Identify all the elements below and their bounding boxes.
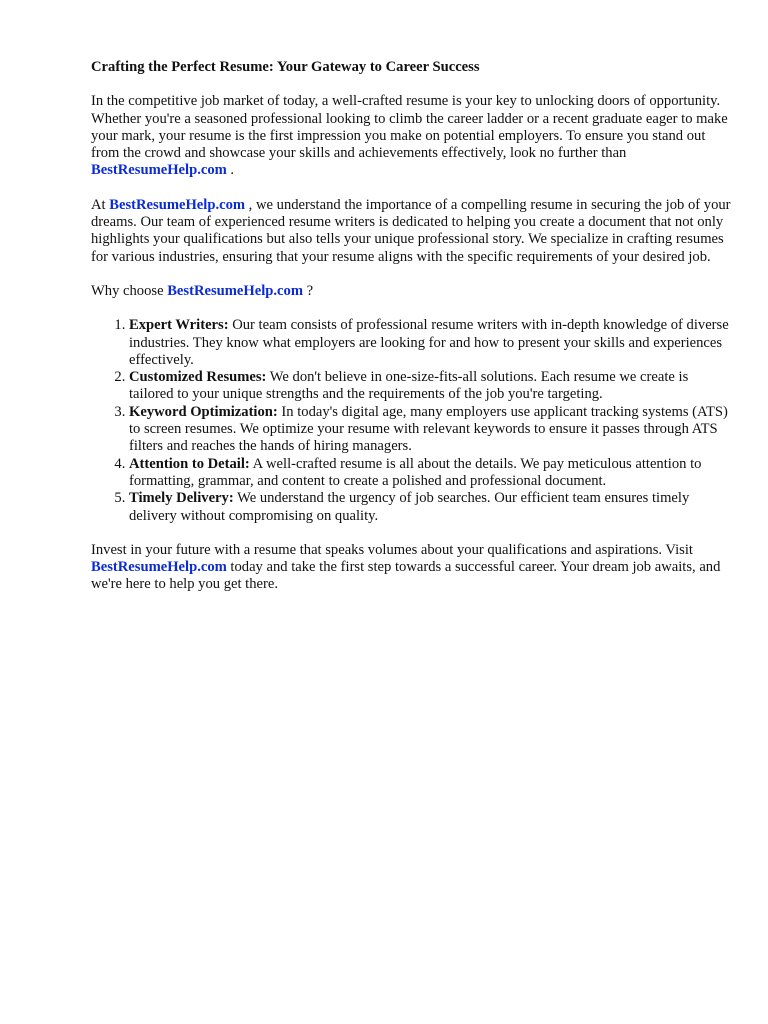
about-link[interactable]: BestResumeHelp.com	[109, 196, 246, 213]
list-item	[129, 369, 731, 404]
reason-text: A well-crafted resume is all about the details. We pay meticulous attention to formatting, grammar, and content to create a polished and professional document.	[129, 455, 702, 489]
about-text: , we understand the importance of a compelling resume in securing the job of your dreams. Our team of experienced resume writers is dedicated to helping you create a document that not only highlights your qualifications but also tells your unique professional story. We specialize in crafting resumes for various industries, ensuring that your resume aligns with the specific requirements of your desired job.	[91, 196, 731, 265]
why-after: ?	[302, 282, 314, 299]
reason-text: Our team consists of professional resume writers with in-depth knowledge of diverse industries. They know what employers are looking for and how to present your skills and experiences effectively.	[129, 317, 729, 368]
intro-paragraph	[91, 93, 731, 179]
reason-term: Timely Delivery:	[129, 490, 234, 507]
closing-paragraph	[91, 542, 731, 594]
list-item	[129, 490, 731, 525]
list-item	[129, 317, 731, 369]
reason-text: In today's digital age, many employers use applicant tracking systems (ATS) to screen resumes. We optimize your resume with relevant keywords to ensure it passes through ATS filters and reaches the hands of hiring managers.	[129, 403, 728, 455]
why-paragraph	[91, 283, 731, 300]
closing-link[interactable]: BestResumeHelp.com	[91, 559, 227, 576]
intro-after: .	[226, 162, 235, 179]
about-paragraph	[91, 197, 731, 266]
why-before: Why choose	[91, 282, 168, 299]
document-page	[91, 59, 731, 611]
document-title: Crafting the Perfect Resume: Your Gateway to Career Success	[91, 59, 480, 75]
about-before: At	[91, 196, 110, 213]
list-item	[129, 456, 731, 491]
closing-text-1: Invest in your future with a resume that speaks volumes about your qualifications and aspirations. Visit	[91, 541, 693, 558]
reason-text: We don't believe in one-size-fits-all solutions. Each resume we create is tailored to your unique strengths and the requirements of the job you're targeting.	[129, 369, 689, 403]
list-item	[129, 404, 731, 456]
reasons-list	[91, 317, 731, 525]
intro-text: In the competitive job market of today, a well-crafted resume is your key to unlocking doors of opportunity. Whether you're a seasoned professional looking to climb the career ladder or a recent graduate eager to make your mark, your resume is the first impression you make on potential employers. To ensure you stand out from the crowd and showcase your skills and achievements effectively, look no further than	[91, 93, 728, 162]
reason-term: Expert Writers:	[129, 317, 229, 334]
reason-term: Attention to Detail:	[129, 455, 250, 472]
intro-link[interactable]: BestResumeHelp.com	[91, 162, 227, 179]
why-link[interactable]: BestResumeHelp.com	[167, 282, 303, 299]
closing-text-2: today and take the first step towards a successful career. Your dream job awaits, and we're here to help you get there.	[91, 559, 721, 593]
reason-term: Customized Resumes:	[129, 369, 267, 386]
reason-term: Keyword Optimization:	[129, 403, 278, 420]
reason-text: We understand the urgency of job searches. Our efficient team ensures timely delivery without compromising on quality.	[129, 490, 690, 524]
